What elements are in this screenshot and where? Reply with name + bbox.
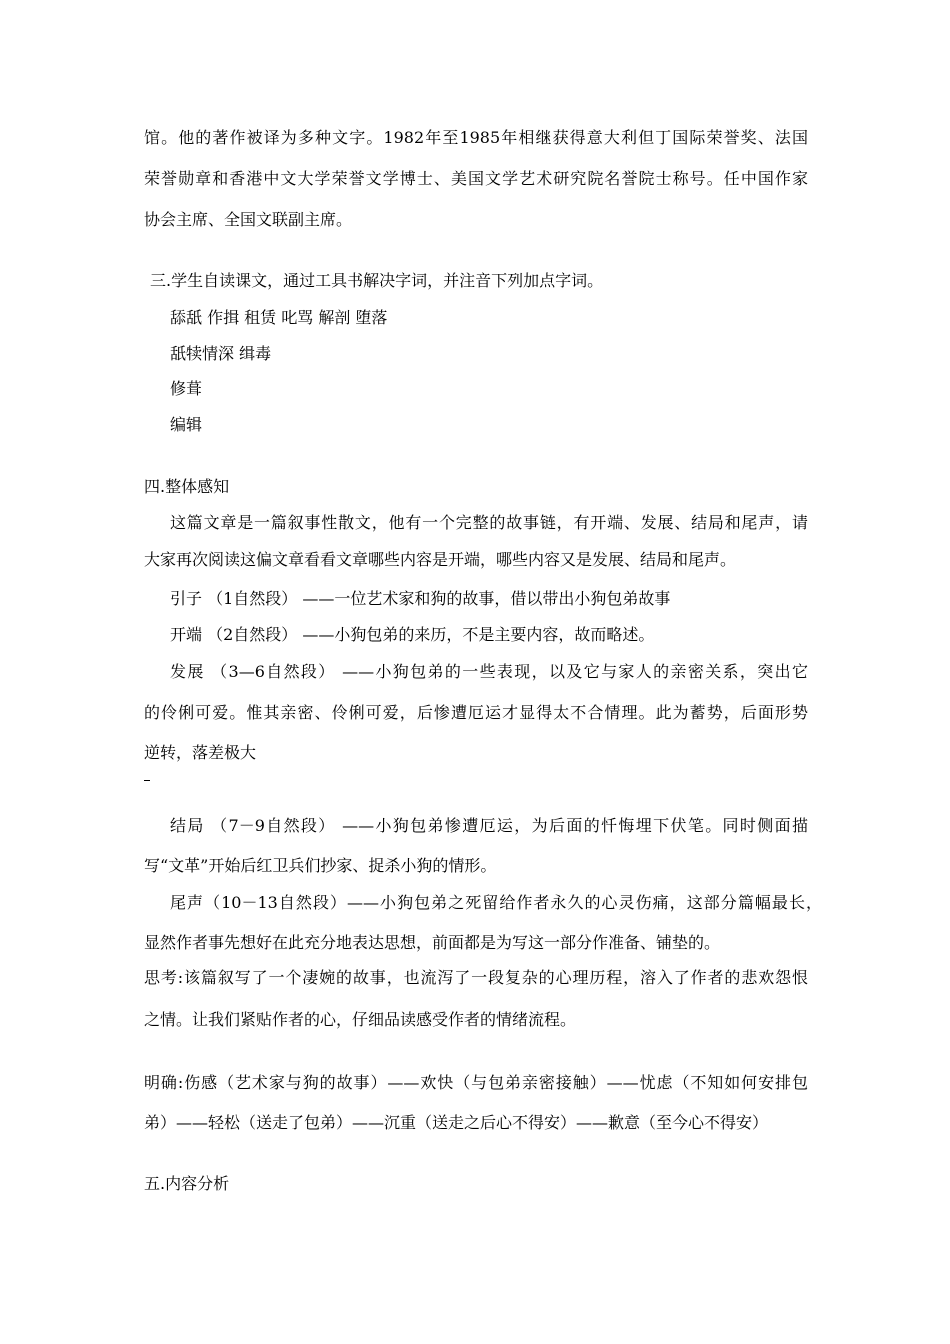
fazhan-line-3: 逆转，落差极大 [144, 743, 257, 762]
fazhan-line-2: 的伶俐可爱。惟其亲密、伶俐可爱，后惨遭厄运才显得太不合情理。此为蓄势，后面形势 [144, 703, 808, 722]
jieju-line-2: 写“文革”开始后红卫兵们抄家、捉杀小狗的情形。 [144, 856, 497, 875]
kaiduan-line: 开端 （2自然段） ——小狗包弟的来历，不是主要内容，故而略述。 [170, 625, 655, 644]
fazhan-line-1: 发展 （3—6自然段） ——小狗包弟的一些表现，以及它与家人的亲密关系，突出它 [170, 662, 808, 681]
bio-line-3: 协会主席、全国文联副主席。 [144, 210, 353, 229]
jieju-line-1: 结局 （7－9自然段） ——小狗包弟惨遭厄运，为后面的忏悔埋下伏笔。同时侧面描 [170, 816, 808, 835]
intro-line-2: 大家再次阅读这偏文章看看文章哪些内容是开端，哪些内容又是发展、结局和尾声。 [144, 550, 737, 569]
section-3-heading: 三.学生自读课文，通过工具书解决字词，并注音下列加点字词。 [150, 271, 604, 290]
word-list-2: 舐犊情深 缉毒 [170, 344, 272, 363]
intro-line-1: 这篇文章是一篇叙事性散文，他有一个完整的故事链，有开端、发展、结局和尾声，请 [170, 513, 808, 532]
think-line-2: 之情。让我们紧贴作者的心，仔细品读感受作者的情绪流程。 [144, 1010, 577, 1029]
bio-line-1: 馆。他的著作被译为多种文字。1982年至1985年相继获得意大利但丁国际荣誉奖、法国 [144, 128, 808, 147]
word-list-4: 编辑 [170, 415, 203, 434]
bio-line-2: 荣誉勋章和香港中文大学荣誉文学博士、美国文学艺术研究院名誉院士称号。任中国作家 [144, 169, 808, 188]
think-line-1: 思考:该篇叙写了一个凄婉的故事，也流泻了一段复杂的心理历程，溶入了作者的悲欢怨恨 [144, 968, 808, 987]
section-5-heading: 五.内容分析 [144, 1174, 230, 1193]
word-list-1: 舔舐 作揖 租赁 叱骂 解剖 堕落 [170, 308, 388, 327]
section-4-heading: 四.整体感知 [144, 477, 230, 496]
word-list-3: 修葺 [170, 379, 203, 398]
stray-mark [144, 780, 150, 781]
weisheng-line-1: 尾声（10－13自然段）——小狗包弟之死留给作者永久的心灵伤痛，这部分篇幅最长， [170, 893, 822, 912]
yinzi-line: 引子 （1自然段） ——一位艺术家和狗的故事，借以带出小狗包弟故事 [170, 589, 671, 608]
answer-line-1: 明确:伤感（艺术家与狗的故事）——欢快（与包弟亲密接触）——忧虑（不知如何安排包 [144, 1073, 808, 1092]
answer-line-2: 弟）——轻松（送走了包弟）——沉重（送走之后心不得安）——歉意（至今心不得安） [144, 1113, 769, 1132]
weisheng-line-2: 显然作者事先想好在此充分地表达思想，前面都是为写这一部分作准备、铺垫的。 [144, 933, 721, 952]
